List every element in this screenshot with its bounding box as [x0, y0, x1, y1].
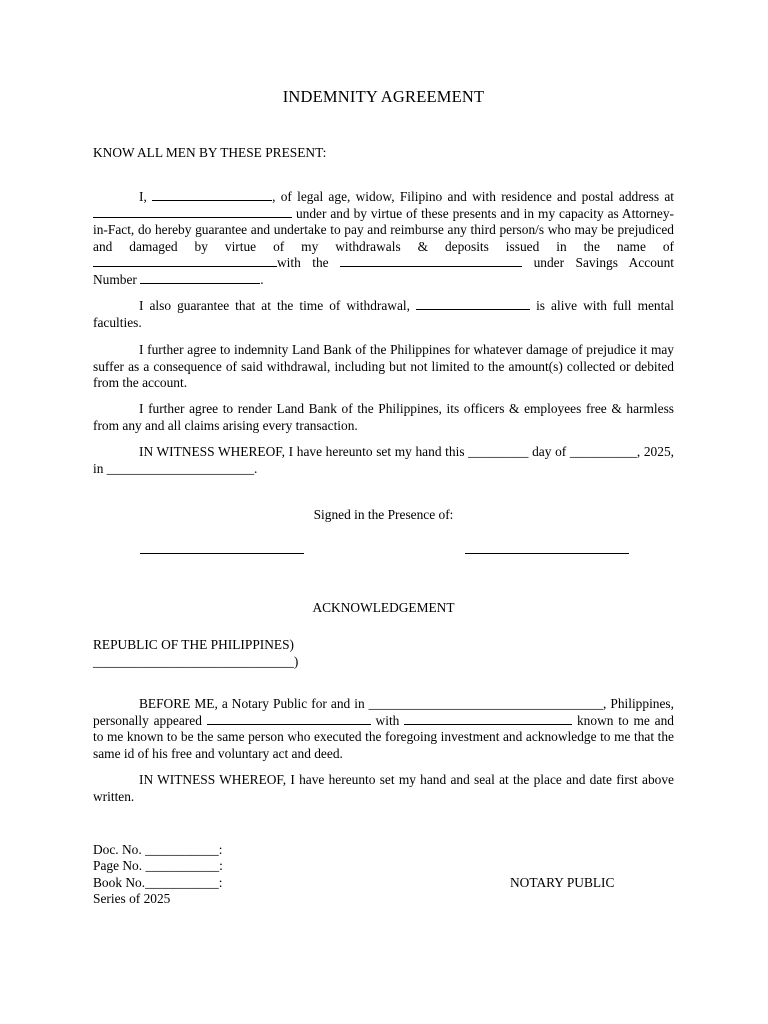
- witness-signature-line-right: [465, 553, 629, 554]
- para1-text-5: .: [260, 271, 264, 287]
- book-no: Book No.___________:: [93, 875, 223, 890]
- venue-line-1: REPUBLIC OF THE PHILIPPINES): [93, 637, 295, 652]
- para1-text-3: with the: [277, 255, 329, 271]
- appeared-blank: [207, 714, 371, 725]
- notary-public-label: NOTARY PUBLIC: [510, 875, 615, 890]
- address-blank: [93, 207, 292, 218]
- paragraph-indemnity: I further agree to indemnity Land Bank of the Philippines for whatever damage of prejudice it may suffer as a consequence of said withdrawal, including but not limited to the amount(s) collected or debited from the account.: [93, 342, 674, 391]
- para1-lead: I,: [139, 189, 147, 204]
- ack-text-2: with: [375, 712, 400, 728]
- para2-text-1: I also guarantee that at the time of withdrawal,: [139, 298, 410, 313]
- paragraph-before-me: [93, 696, 674, 762]
- opening-line: KNOW ALL MEN BY THESE PRESENT:: [93, 145, 327, 160]
- signed-presence-label: Signed in the Presence of:: [313, 507, 454, 522]
- acknowledgement-heading: ACKNOWLEDGEMENT: [312, 600, 455, 615]
- para1-text-2: under and by virtue of these presents and in my capacity as Attorney-in-Fact, do hereby guarantee and undertake to pay and reimburse any third person/s who may be prejudiced and damaged by virtue of my withdrawals & deposits issued in the name of: [93, 205, 674, 254]
- ack-text-1: BEFORE ME, a Notary Public for and in ___________________________________, Philippines, personally appeared: [93, 696, 674, 728]
- paragraph-harmless: I further agree to render Land Bank of the Philippines, its officers & employees free & harmless from any and all claims arising every transaction.: [93, 401, 674, 433]
- paragraph-witness: IN WITNESS WHEREOF, I have hereunto set my hand this _________ day of __________, 2025, in ______________________.: [93, 444, 674, 476]
- name-blank: [152, 190, 272, 201]
- para2-text-2: is alive with full mental faculties.: [93, 298, 675, 330]
- venue-line-2: ______________________________): [93, 654, 299, 669]
- account-number-blank: [140, 273, 260, 284]
- para1-text-1: , of legal age, widow, Filipino and with residence and postal address at: [272, 189, 674, 204]
- paragraph-ack-witness: IN WITNESS WHEREOF, I have hereunto set my hand and seal at the place and date first above written.: [93, 772, 674, 804]
- para1-text-4: under Savings Account Number: [93, 255, 674, 287]
- witness-signature-line-left: [140, 553, 304, 554]
- paragraph-principal: [93, 189, 674, 289]
- ack-text-3: known to me and to me known to be the same person who executed the foregoing investment and acknowledge to me that the same id of his free and voluntary act and deed.: [93, 712, 674, 761]
- page-no: Page No. ___________:: [93, 858, 223, 873]
- account-holder-blank: [93, 256, 277, 267]
- id-blank: [404, 714, 572, 725]
- doc-no: Doc. No. ___________:: [93, 842, 223, 857]
- person-blank: [416, 299, 530, 310]
- bank-blank: [340, 256, 522, 267]
- series: Series of 2025: [93, 891, 171, 906]
- document-title: INDEMNITY AGREEMENT: [282, 87, 485, 106]
- paragraph-guarantee: [93, 298, 674, 331]
- document-page: [93, 0, 674, 1024]
